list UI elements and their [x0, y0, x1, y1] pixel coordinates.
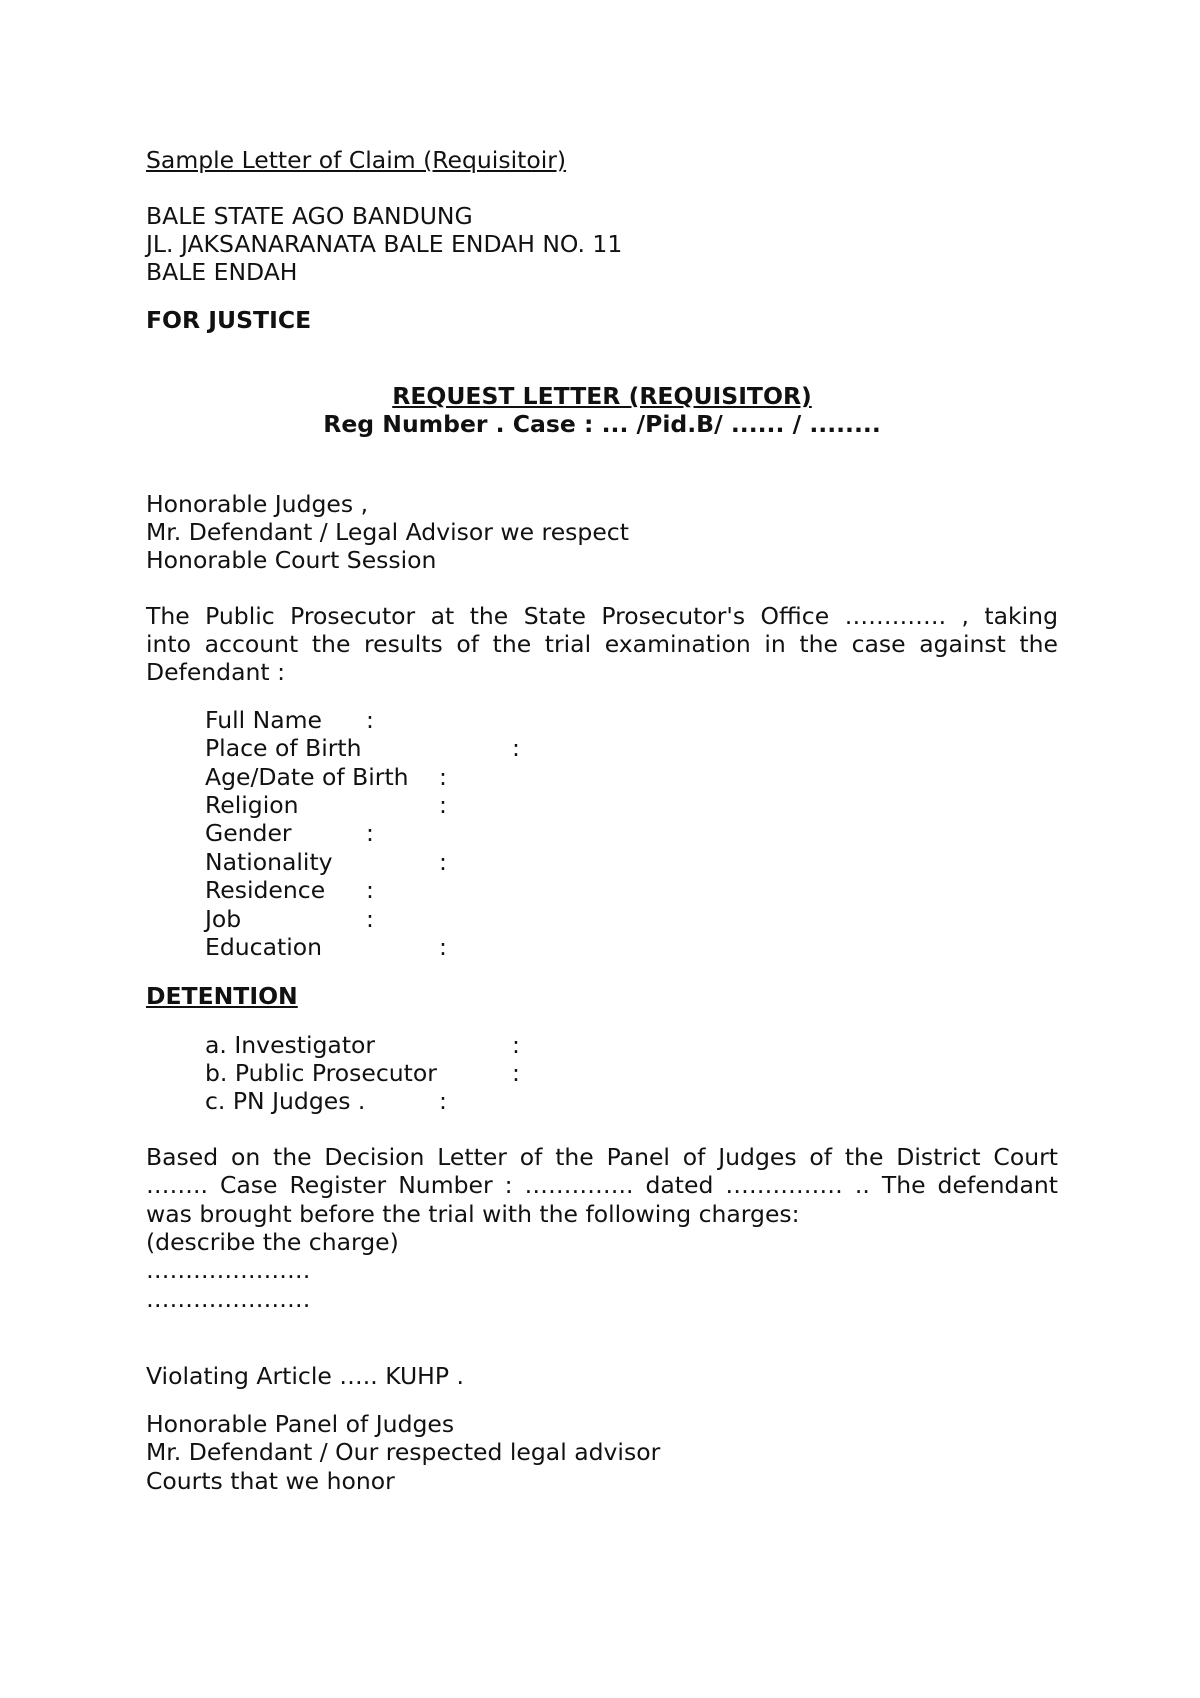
- violating-article: Violating Article ….. KUHP .: [146, 1362, 464, 1390]
- field-colon: :: [439, 848, 447, 876]
- closing-line-2: Mr. Defendant / Our respected legal advisor: [146, 1438, 661, 1466]
- decision-line-1: Based on the Decision Letter of the Panel of Judges of the District Court: [146, 1143, 1058, 1171]
- detention-label: b. Public Prosecutor: [205, 1059, 437, 1087]
- detention-heading: DETENTION: [146, 982, 298, 1010]
- decision-line-3: was brought before the trial with the following charges:: [146, 1200, 800, 1228]
- field-label: Place of Birth: [205, 734, 362, 762]
- field-colon: :: [439, 791, 447, 819]
- salutation-line-1: Honorable Judges ,: [146, 490, 369, 518]
- field-colon: :: [366, 819, 374, 847]
- intro-line-1: The Public Prosecutor at the State Prosecutor's Office …………. , taking: [146, 602, 1058, 630]
- detention-colon: :: [439, 1087, 447, 1115]
- field-label: Job: [205, 905, 242, 933]
- field-colon: :: [366, 876, 374, 904]
- reg-number: Reg Number . Case : ... /Pid.B/ ...... / ........: [323, 410, 881, 438]
- field-colon: :: [366, 706, 374, 734]
- detention-label: a. Investigator: [205, 1031, 376, 1059]
- field-colon: :: [439, 763, 447, 791]
- decision-line-2: …….. Case Register Number : ………….. dated …………… .. The defendant: [146, 1171, 1058, 1199]
- salutation-line-3: Honorable Court Session: [146, 546, 437, 574]
- address-line-1: BALE STATE AGO BANDUNG: [146, 202, 473, 230]
- field-colon: :: [512, 734, 520, 762]
- address-line-3: BALE ENDAH: [146, 258, 298, 286]
- salutation-line-2: Mr. Defendant / Legal Advisor we respect: [146, 518, 629, 546]
- decision-line-6: …………………: [146, 1285, 311, 1313]
- detention-colon: :: [512, 1059, 520, 1087]
- decision-line-5: …………………: [146, 1256, 311, 1284]
- detention-label: c. PN Judges .: [205, 1087, 366, 1115]
- closing-line-1: Honorable Panel of Judges: [146, 1410, 455, 1438]
- field-label: Gender: [205, 819, 292, 847]
- closing-line-3: Courts that we honor: [146, 1467, 395, 1495]
- field-label: Religion: [205, 791, 299, 819]
- intro-line-3: Defendant :: [146, 658, 285, 686]
- address-line-2: JL. JAKSANARANATA BALE ENDAH NO. 11: [146, 230, 623, 258]
- field-colon: :: [439, 933, 447, 961]
- field-label: Nationality: [205, 848, 333, 876]
- field-label: Residence: [205, 876, 326, 904]
- field-label: Education: [205, 933, 322, 961]
- for-justice-label: FOR JUSTICE: [146, 306, 312, 334]
- field-label: Age/Date of Birth: [205, 763, 409, 791]
- detention-colon: :: [512, 1031, 520, 1059]
- field-label: Full Name: [205, 706, 322, 734]
- letter-title: REQUEST LETTER (REQUISITOR): [392, 382, 812, 410]
- intro-line-2: into account the results of the trial examination in the case against the: [146, 630, 1058, 658]
- document-heading: Sample Letter of Claim (Requisitoir): [146, 146, 567, 174]
- field-colon: :: [366, 905, 374, 933]
- decision-line-4: (describe the charge): [146, 1228, 399, 1256]
